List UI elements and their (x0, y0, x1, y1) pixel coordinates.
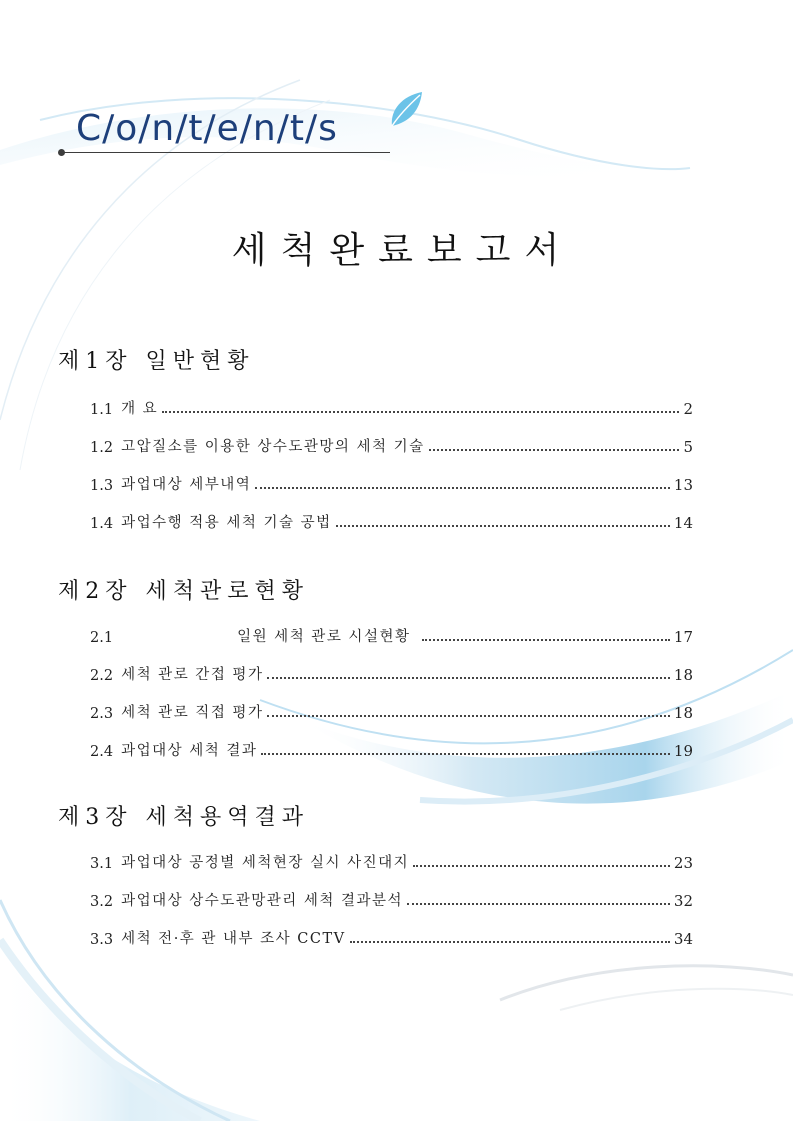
dot-leader (255, 487, 670, 489)
entry-number: 1.2 (90, 440, 114, 456)
contents-logo (58, 92, 418, 162)
entry-page: 34 (673, 930, 693, 948)
entry-page: 18 (673, 666, 693, 684)
toc-entry[interactable] (90, 394, 693, 418)
dot-leader (422, 639, 669, 641)
contents-logo-text: C/o/n/t/e/n/t/s (76, 108, 338, 149)
toc-entry[interactable] (90, 736, 693, 760)
document-title: 세척완료보고서 (231, 230, 574, 271)
toc-entry[interactable] (90, 622, 693, 646)
entry-number: 1.4 (90, 516, 114, 532)
dot-leader (407, 903, 670, 905)
logo-underline (62, 152, 390, 153)
leaf-icon (388, 90, 424, 130)
entry-label: 과업대상 공정별 세척현장 실시 사진대지 (121, 855, 410, 871)
dot-leader (350, 941, 670, 943)
entry-page: 32 (673, 892, 693, 910)
dot-leader (267, 715, 669, 717)
dot-leader (162, 411, 679, 413)
entry-number: 2.2 (90, 668, 114, 684)
toc-entry[interactable] (90, 886, 693, 910)
toc-entry[interactable] (90, 432, 693, 456)
entry-page: 17 (673, 628, 693, 646)
entry-label: 세척 관로 직접 평가 (121, 705, 264, 721)
entry-page: 13 (673, 476, 693, 494)
entry-number: 3.1 (90, 856, 114, 872)
entry-label: 세척 관로 간접 평가 (121, 667, 264, 683)
entry-number: 3.3 (90, 932, 114, 948)
entry-number: 2.1 (90, 630, 114, 646)
chapter-title: 제1장 일반현황 (58, 349, 255, 374)
entry-label: 과업대상 세척 결과 (121, 743, 258, 759)
entry-label: 일원 세척 관로 시설현황 (237, 629, 411, 645)
chapter-title: 제3장 세척용역결과 (58, 805, 310, 830)
chapter-title: 제2장 세척관로현황 (58, 579, 310, 604)
dot-leader (267, 677, 669, 679)
entry-label: 과업대상 상수도관망관리 세척 결과분석 (121, 893, 404, 909)
toc-entry[interactable] (90, 924, 693, 948)
entry-number: 2.4 (90, 744, 114, 760)
dot-leader (336, 525, 670, 527)
dot-leader (413, 865, 670, 867)
toc-entry[interactable] (90, 470, 693, 494)
toc-entry[interactable] (90, 508, 693, 532)
chapter-2-heading (58, 574, 309, 605)
entry-page: 14 (673, 514, 693, 532)
dot-leader (429, 449, 680, 451)
toc-entry[interactable] (90, 848, 693, 872)
logo-dot (58, 149, 65, 156)
entry-number: 3.2 (90, 894, 114, 910)
toc-entry[interactable] (90, 698, 693, 722)
entry-page: 18 (673, 704, 693, 722)
entry-label: 과업수행 적용 세척 기술 공법 (121, 515, 332, 531)
chapter-3-heading (58, 800, 309, 831)
toc-entry[interactable] (90, 660, 693, 684)
entry-label: 개 요 (121, 401, 159, 417)
dot-leader (261, 753, 670, 755)
entry-label: 세척 전·후 관 내부 조사 CCTV (121, 931, 346, 947)
chapter-1-heading (58, 344, 255, 375)
entry-number: 1.1 (90, 402, 114, 418)
entry-page: 23 (673, 854, 693, 872)
entry-page: 2 (683, 400, 693, 418)
entry-label: 고압질소를 이용한 상수도관망의 세척 기술 (121, 439, 425, 455)
entry-page: 5 (683, 438, 693, 456)
entry-label: 과업대상 세부내역 (121, 477, 252, 493)
entry-number: 2.3 (90, 706, 114, 722)
entry-page: 19 (673, 742, 693, 760)
entry-number: 1.3 (90, 478, 114, 494)
